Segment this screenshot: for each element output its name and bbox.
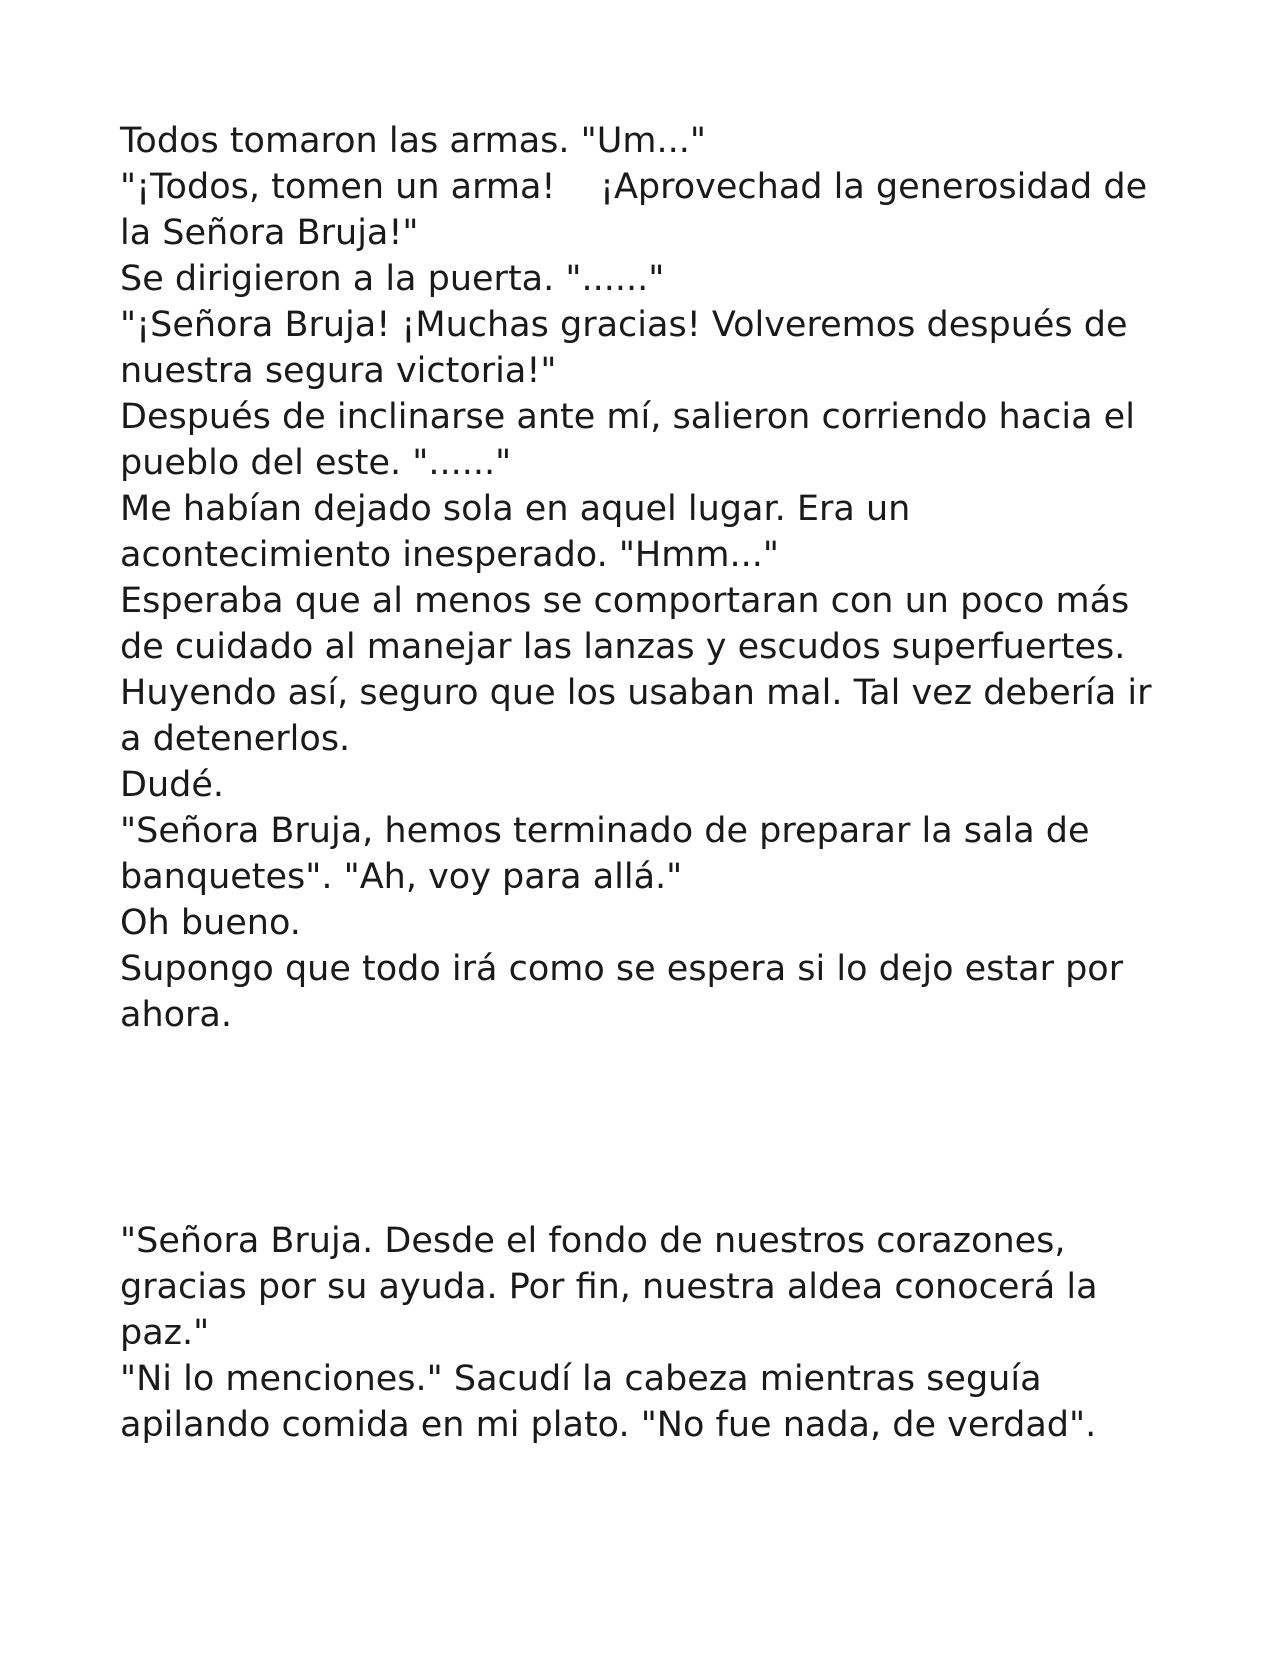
paragraph: Esperaba que al menos se comportaran con un poco más de cuidado al manejar las lanzas y escudos superfuertes. (120, 581, 1141, 667)
paragraph: "Señora Bruja. Desde el fondo de nuestros corazones, gracias por su ayuda. Por fin, nuestra aldea conocerá la paz." (120, 1221, 1109, 1353)
paragraph: Oh bueno. (120, 903, 301, 943)
paragraph: Todos tomaron las armas. "Um..." (120, 121, 706, 161)
text-block-1 (120, 118, 1180, 1038)
paragraph: Huyendo así, seguro que los usaban mal. Tal vez debería ir a detenerlos. (120, 673, 1163, 759)
paragraph: "Señora Bruja, hemos terminado de preparar la sala de banquetes". "Ah, voy para allá." (120, 811, 1101, 897)
text-block-2 (120, 1218, 1180, 1448)
paragraph: Se dirigieron a la puerta. "......" (120, 259, 665, 299)
paragraph: Me habían dejado sola en aquel lugar. Era un acontecimiento inesperado. "Hmm..." (120, 489, 922, 575)
paragraph: "¡Todos, tomen un arma! ¡Aprovechad la generosidad de la Señora Bruja!" (120, 167, 1159, 253)
paragraph: "Ni lo menciones." Sacudí la cabeza mientras seguía apilando comida en mi plato. "No fue nada, de verdad". (120, 1359, 1097, 1445)
paragraph: Supongo que todo irá como se espera si lo dejo estar por ahora. (120, 949, 1135, 1035)
paragraph: Dudé. (120, 765, 225, 805)
paragraph: "¡Señora Bruja! ¡Muchas gracias! Volveremos después de nuestra segura victoria!" (120, 305, 1139, 391)
paragraph: Después de inclinarse ante mí, salieron corriendo hacia el pueblo del este. "......" (120, 397, 1147, 483)
